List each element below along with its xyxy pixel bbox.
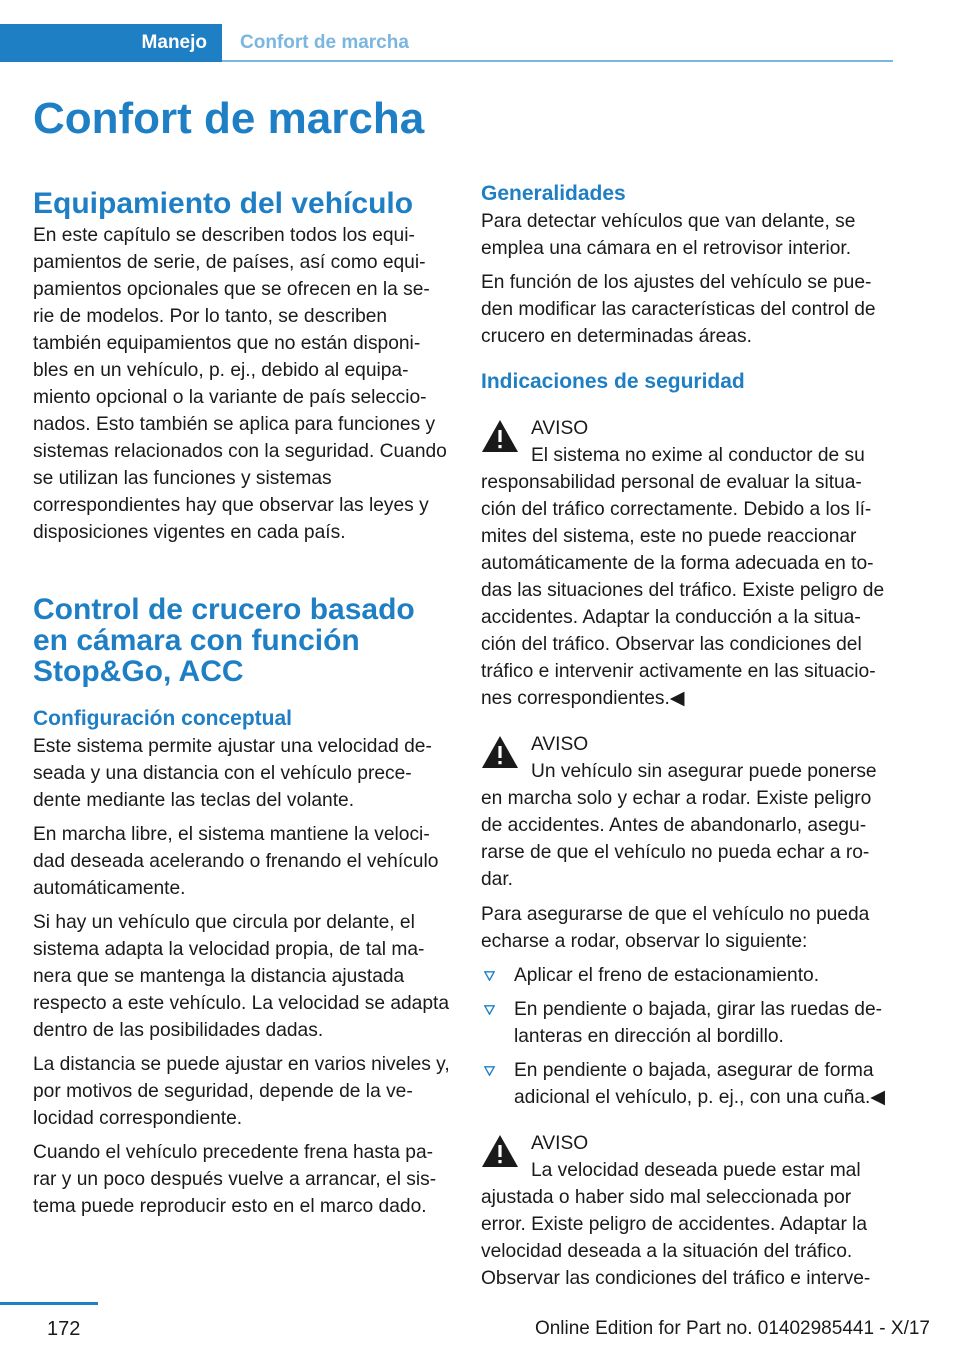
- warning-text: en marcha solo y echar a rodar. Existe peligro de accidentes. Antes de abandonarlo, asegu- rarse de que el vehículo no pueda echar a ro- dar.: [481, 788, 872, 890]
- bullet-triangle-icon: [484, 1066, 495, 1076]
- warning-block-3: [481, 1130, 896, 1292]
- heading-acc: Control de crucero basado en cámara con función Stop&Go, ACC: [33, 593, 415, 688]
- secure-paragraph: Para asegurarse de que el vehículo no pueda echarse a rodar, observar lo siguiente:: [481, 904, 870, 952]
- warning-label: AVISO: [531, 1133, 589, 1154]
- bullet-triangle-icon: [484, 971, 495, 981]
- list-item-text: En pendiente o bajada, girar las ruedas de- lanteras en dirección al bordillo.: [514, 999, 883, 1047]
- heading-safety: Indicaciones de seguridad: [481, 370, 745, 393]
- left-column: [33, 180, 451, 1227]
- warning-text-first: La velocidad deseada puede estar mal: [531, 1160, 861, 1181]
- warning-text: ajustada o haber sido mal seleccionada por error. Existe peligro de accidentes. Adaptar la velocidad deseada a la situación del tráfico. Observar las condiciones del tráfico e interve-: [481, 1187, 871, 1289]
- warning-block-1: [481, 415, 896, 712]
- warning-triangle-icon: [481, 735, 519, 769]
- header-chapter-tab[interactable]: [222, 24, 409, 62]
- list-item-text: En pendiente o bajada, asegurar de forma adicional el vehículo, p. ej., con una cuña.◀: [514, 1060, 886, 1108]
- warning-block-2: [481, 731, 896, 893]
- edition-note: Online Edition for Part no. 01402985441 - X/17: [534, 1318, 930, 1339]
- warning-text: responsabilidad personal de evaluar la situa- ción del tráfico correctamente. Debido a los lí- mites del sistema, este no puede reaccionar automáticamente de la forma adecuada en to- das las situaciones del tráfico. Existe peligro de accidentes. Adaptar la conducción a la situa- ción del tráfico. Observar las condiciones del tráfico e intervenir activamente en las situacio- nes correspondientes.◀: [481, 472, 885, 709]
- heading-config: Configuración conceptual: [33, 707, 293, 730]
- warning-text-first: El sistema no exime al conductor de su: [531, 445, 865, 466]
- list-item: [481, 1057, 896, 1111]
- heading-general: Generalidades: [481, 182, 626, 205]
- right-column: [481, 180, 896, 1300]
- warning-label: AVISO: [531, 418, 589, 439]
- heading-equipment: Equipamiento del vehículo: [33, 187, 414, 220]
- header-section-tab[interactable]: [0, 24, 222, 62]
- general-paragraph-2: En función de los ajustes del vehículo se pue- den modificar las características del control de crucero en determinadas áreas.: [481, 272, 876, 347]
- config-paragraph-5: Cuando el vehículo precedente frena hasta pa- rar y un poco después vuelve a arrancar, el sis- tema puede reproducir esto en el marco dado.: [33, 1142, 437, 1217]
- general-paragraph-1: Para detectar vehículos que van delante, se emplea una cámara en el retrovisor interior.: [481, 211, 856, 259]
- warning-text-first: Un vehículo sin asegurar puede ponerse: [531, 761, 877, 782]
- page-number: 172: [47, 1318, 81, 1340]
- equipment-paragraph: En este capítulo se describen todos los equi- pamientos de serie, de países, así como equi- pamientos opcionales que se ofrecen en la se- rie de modelos. Por lo tanto, se describen también equipamientos que no están disponi- bles en un vehículo, p. ej., debido al equipa- miento opcional o la variante de país seleccio- nados. Esto también se aplica para funciones y sistemas relacionados con la seguridad. Cuando se utilizan las funciones y sistemas correspondientes hay que observar las leyes y disposiciones vigentes en cada país.: [33, 225, 447, 543]
- running-header: [0, 24, 893, 62]
- list-item: [481, 962, 896, 989]
- bullet-triangle-icon: [484, 1005, 495, 1015]
- header-section-label: Manejo: [141, 32, 207, 53]
- footer-divider: [0, 1302, 98, 1305]
- list-item: [481, 996, 896, 1050]
- warning-triangle-icon: [481, 1134, 519, 1168]
- config-paragraph-1: Este sistema permite ajustar una velocidad de- seada y una distancia con el vehículo prece- dente mediante las teclas del volante.: [33, 736, 432, 811]
- page-title: Confort de marcha: [33, 94, 425, 143]
- config-paragraph-2: En marcha libre, el sistema mantiene la veloci- dad deseada acelerando o frenando el vehículo automáticamente.: [33, 824, 439, 899]
- warning-triangle-icon: [481, 419, 519, 453]
- warning-label: AVISO: [531, 734, 589, 755]
- list-item-text: Aplicar el freno de estacionamiento.: [514, 965, 820, 986]
- config-paragraph-4: La distancia se puede ajustar en varios niveles y, por motivos de seguridad, depende de la ve- locidad correspondiente.: [33, 1054, 450, 1129]
- header-divider: [222, 60, 893, 62]
- config-paragraph-3: Si hay un vehículo que circula por delante, el sistema adapta la velocidad propia, de tal ma- nera que se mantenga la distancia ajustada respecto a este vehículo. La velocidad se adapta dentro de las posibilidades dadas.: [33, 912, 450, 1041]
- header-chapter-label: Confort de marcha: [240, 32, 409, 53]
